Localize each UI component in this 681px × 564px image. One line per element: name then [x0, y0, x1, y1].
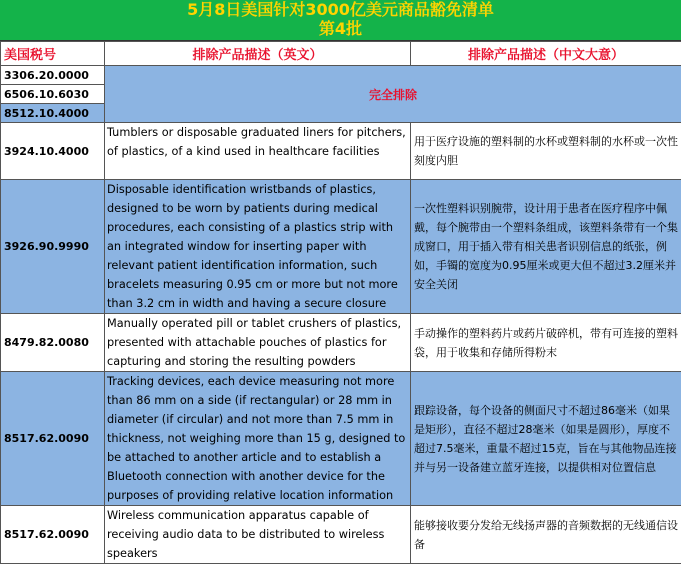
- code-cell: 3924.10.4000: [1, 123, 105, 180]
- table-row: [1, 372, 681, 506]
- code-cell: 8512.10.4000: [1, 104, 105, 123]
- code-cell: 8479.82.0080: [1, 314, 105, 372]
- english-description: Tumblers or disposable graduated liners for pitchers, of plastics, of a kind used in healthcare facilities: [105, 123, 411, 180]
- chinese-description: 一次性塑料识别腕带，设计用于患者在医疗程序中佩戴，每个腕带由一个塑料条组成，该塑料条带有一个集成窗口，用于插入带有相关患者识别信息的纸张，例如，手镯的宽度为0.95厘米或更大但不超过3.2厘米并安全关闭: [411, 180, 681, 314]
- header-english: 排除产品描述（英文）: [105, 42, 411, 66]
- english-description: Tracking devices, each device measuring not more than 86 mm on a side (if rectangular) or 28 mm in diameter (if circular) and not more than 7.5 mm in thickness, not weighing more than 15 g, designed to be attached to another article and to establish a Bluetooth connection with another device for the purposes of providing relative location information: [105, 372, 411, 506]
- chinese-description: 能够接收要分发给无线扬声器的音频数据的无线通信设备: [411, 506, 681, 564]
- english-description: Wireless communication apparatus capable of receiving audio data to be distributed to wireless speakers: [105, 506, 411, 564]
- chinese-description: 用于医疗设施的塑料制的水杯或塑料制的水杯或一次性刻度内胆: [411, 123, 681, 180]
- chinese-description: 跟踪设备，每个设备的侧面尺寸不超过86毫米（如果是矩形），直径不超过28毫米（如果是圆形），厚度不超过7.5毫米，重量不超过15克，旨在与其他物品连接并与另一设备建立蓝牙连接，以提供相对位置信息: [411, 372, 681, 506]
- exclusion-table: [0, 41, 681, 564]
- table-row: [1, 66, 681, 85]
- code-cell: 8517.62.0090: [1, 506, 105, 564]
- table-row: [1, 506, 681, 564]
- header-chinese: 排除产品描述（中文大意）: [411, 42, 681, 66]
- code-cell: 3306.20.0000: [1, 66, 105, 85]
- table-row: [1, 314, 681, 372]
- sheet-title: [0, 0, 681, 41]
- code-cell: 3926.90.9990: [1, 180, 105, 314]
- english-description: Disposable identification wristbands of plastics, designed to be worn by patients during medical procedures, each consisting of a plastics strip with an integrated window for inserting paper with relevant patient identification information, such bracelets measuring 0.95 cm or more but not more than 3.2 cm in width and having a secure closure: [105, 180, 411, 314]
- title-line-1: 5月8日美国针对3000亿美元商品豁免清单: [0, 0, 681, 19]
- table-row: [1, 180, 681, 314]
- table-header-row: [1, 42, 681, 66]
- title-line-2: 第4批: [0, 19, 681, 38]
- chinese-description: 手动操作的塑料药片或药片破碎机，带有可连接的塑料袋，用于收集和存储所得粉末: [411, 314, 681, 372]
- code-cell: 6506.10.6030: [1, 85, 105, 104]
- header-code: 美国税号: [1, 42, 105, 66]
- code-cell: 8517.62.0090: [1, 372, 105, 506]
- english-description: Manually operated pill or tablet crushers of plastics, presented with attachable pouches of plastics for capturing and storing the resulting powders: [105, 314, 411, 372]
- table-row: [1, 123, 681, 180]
- full-exclusion-label: 完全排除: [105, 66, 681, 123]
